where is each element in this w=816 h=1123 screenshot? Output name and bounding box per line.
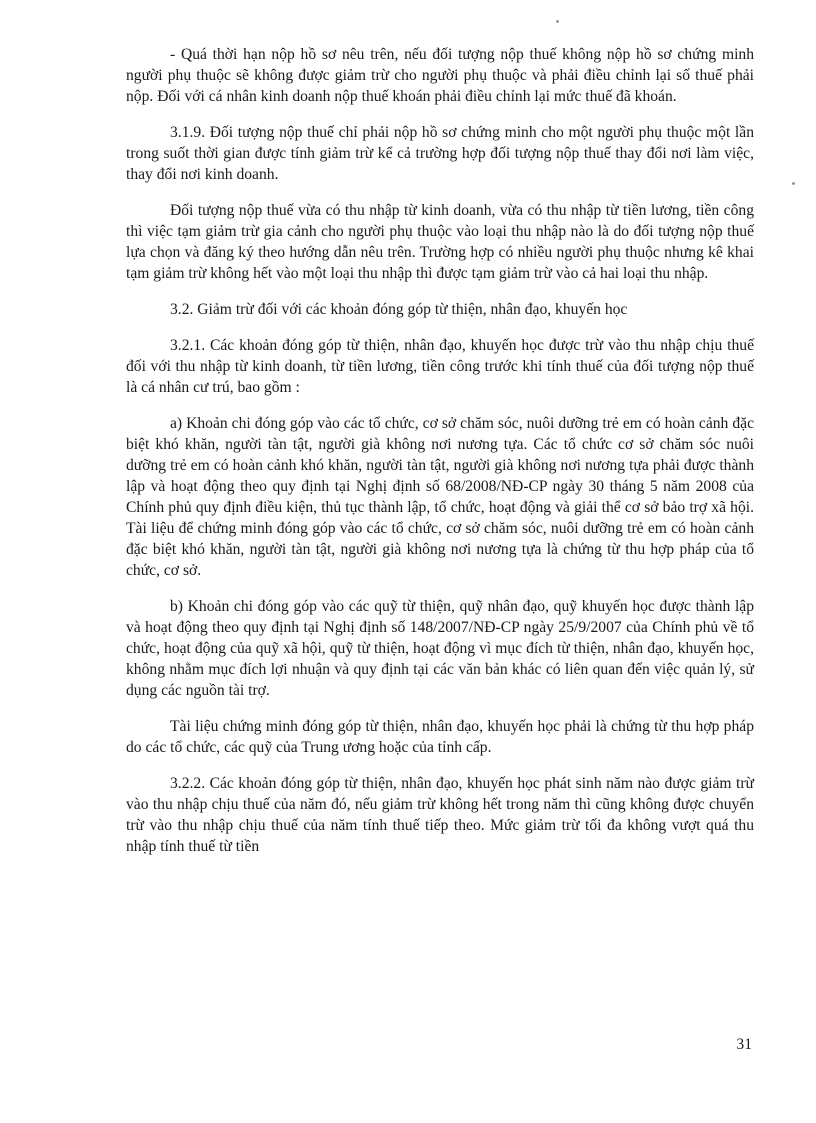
paragraph-item-a: a) Khoản chi đóng góp vào các tổ chức, cơ sở chăm sóc, nuôi dưỡng trẻ em có hoàn cảnh đặc biệt khó khăn, người tàn tật, người già không nơi nương tựa. Các tổ chức cơ sở chăm sóc nuôi dưỡng trẻ em có hoàn cảnh khó khăn, người tàn tật, người già không nơi nương tựa phải được thành lập và hoạt động theo quy định tại Nghị định số 68/2008/NĐ-CP ngày 30 tháng 5 năm 2008 của Chính phủ quy định điều kiện, thủ tục thành lập, tổ chức, hoạt động và giải thể cơ sở bảo trợ xã hội. Tài liệu để chứng minh đóng góp vào các tổ chức, cơ sở chăm sóc, nuôi dưỡng trẻ em có hoàn cảnh đặc biệt khó khăn, người tàn tật, người già không nơi nương tựa là chứng từ thu hợp pháp của tổ chức, cơ sở.: [126, 415, 754, 579]
page-number: 31: [736, 1036, 752, 1053]
paragraph-3-1-9: 3.1.9. Đối tượng nộp thuế chỉ phải nộp hồ sơ chứng minh cho một người phụ thuộc một lần trong suốt thời gian được tính giảm trừ kể cả trường hợp đối tượng nộp thuế thay đổi nơi làm việc, thay đổi nơi kinh doanh.: [126, 124, 754, 183]
paragraph-deadline-note: - Quá thời hạn nộp hồ sơ nêu trên, nếu đối tượng nộp thuế không nộp hồ sơ chứng minh người phụ thuộc sẽ không được giảm trừ cho người phụ thuộc và phải điều chỉnh lại số thuế phải nộp. Đối với cá nhân kinh doanh nộp thuế khoán phải điều chỉnh lại mức thuế đã khoán.: [126, 46, 754, 105]
paragraph-dual-income: Đối tượng nộp thuế vừa có thu nhập từ kinh doanh, vừa có thu nhập từ tiền lương, tiền công thì việc tạm giảm trừ gia cảnh cho người phụ thuộc vào loại thu nhập nào là do đối tượng nộp thuế lựa chọn và đăng ký theo hướng dẫn nêu trên. Trường hợp có nhiều người phụ thuộc nhưng kê khai tạm giảm trừ không hết vào một loại thu nhập thì được tạm giảm trừ vào cả hai loại thu nhập.: [126, 202, 754, 282]
section-heading-3-2: 3.2. Giảm trừ đối với các khoản đóng góp từ thiện, nhân đạo, khuyến học: [170, 301, 628, 318]
scan-speck-mark: [556, 20, 559, 23]
paragraph-3-2-2: 3.2.2. Các khoản đóng góp từ thiện, nhân đạo, khuyến học phát sinh năm nào được giảm trừ vào thu nhập chịu thuế của năm đó, nếu giảm trừ không hết trong năm thì cũng không được chuyển trừ vào thu nhập chịu thuế của năm tính thuế tiếp theo. Mức giảm trừ tối đa không vượt quá thu nhập tính thuế từ tiền: [126, 775, 754, 855]
paragraph-evidence-docs: Tài liệu chứng minh đóng góp từ thiện, nhân đạo, khuyến học phải là chứng từ thu hợp pháp do các tổ chức, các quỹ của Trung ương hoặc của tỉnh cấp.: [126, 718, 754, 756]
paragraph-item-b: b) Khoản chi đóng góp vào các quỹ từ thiện, quỹ nhân đạo, quỹ khuyến học được thành lập và hoạt động theo quy định tại Nghị định số 148/2007/NĐ-CP ngày 25/9/2007 của Chính phủ về tổ chức, hoạt động của quỹ xã hội, quỹ từ thiện, hoạt động vì mục đích từ thiện, nhân đạo, khuyến học, không nhằm mục đích lợi nhuận và quy định tại các văn bản khác có liên quan đến việc quản lý, sử dụng các nguồn tài trợ.: [126, 598, 754, 699]
scan-speck-mark: [792, 182, 795, 185]
paragraph-3-2-1: 3.2.1. Các khoản đóng góp từ thiện, nhân đạo, khuyến học được trừ vào thu nhập chịu thuế đối với thu nhập từ kinh doanh, từ tiền lương, tiền công trước khi tính thuế của đối tượng nộp thuế là cá nhân cư trú, bao gồm :: [126, 337, 754, 396]
